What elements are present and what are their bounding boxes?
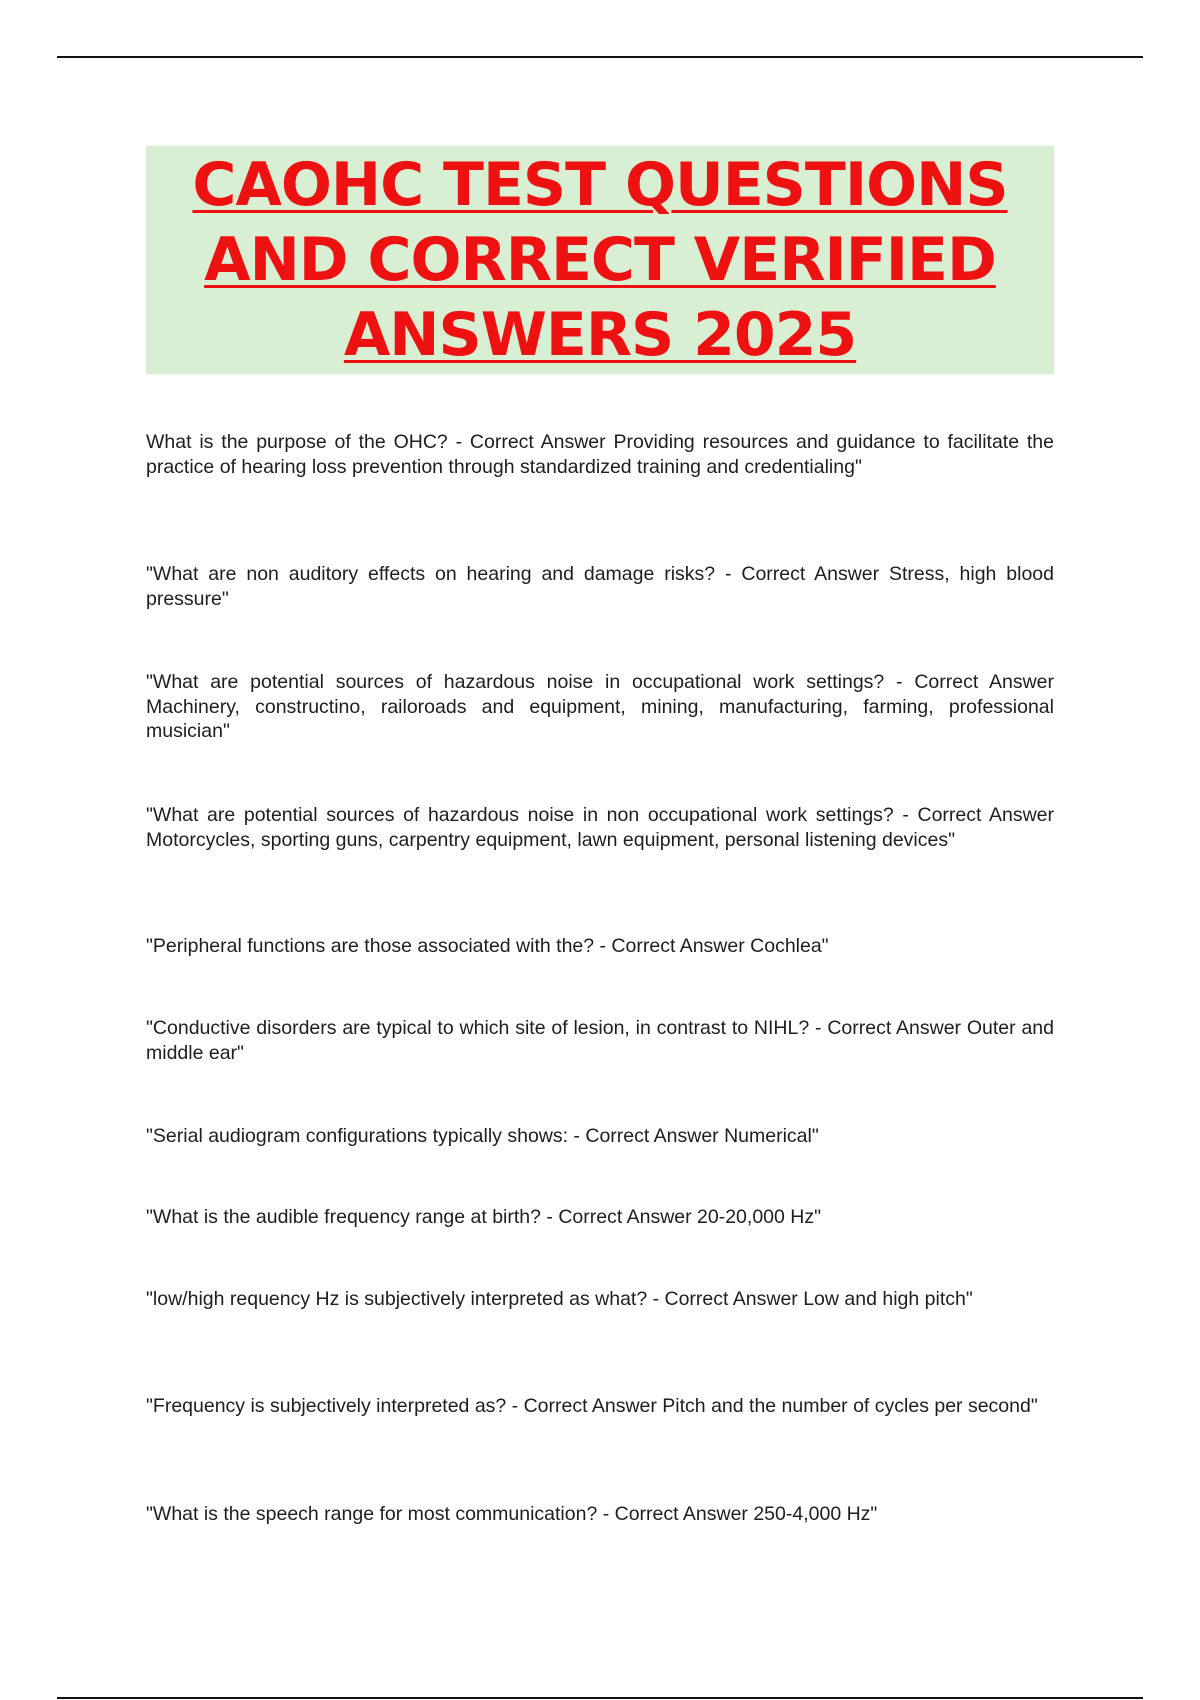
bottom-rule [57, 1697, 1143, 1699]
top-rule [57, 56, 1143, 58]
qa-item: "What are non auditory effects on hearing and damage risks? - Correct Answer Stress, high blood pressure" [146, 563, 1054, 610]
qa-item: "What are potential sources of hazardous noise in non occupational work settings? - Correct Answer Motorcycles, sporting guns, carpentry equipment, lawn equipment, personal listening devices" [146, 804, 1054, 851]
qa-item: "Peripheral functions are those associated with the? - Correct Answer Cochlea" [146, 935, 829, 957]
qa-item: "What are potential sources of hazardous noise in occupational work settings? - Correct Answer Machinery, constructino, railoroads and equipment, mining, manufacturing, farming, professional musician" [146, 671, 1054, 742]
qa-item: "What is the audible frequency range at birth? - Correct Answer 20-20,000 Hz" [146, 1206, 822, 1228]
qa-item: "What is the speech range for most communication? - Correct Answer 250-4,000 Hz" [146, 1503, 878, 1525]
qa-item: "Serial audiogram configurations typically shows: - Correct Answer Numerical" [146, 1125, 819, 1147]
title-line-1: CAOHC TEST QUESTIONS [192, 150, 1008, 220]
qa-item: What is the purpose of the OHC? - Correct Answer Providing resources and guidance to facilitate the practice of hearing loss prevention through standardized training and credentialing" [146, 431, 1054, 478]
qa-item: "Frequency is subjectively interpreted as? - Correct Answer Pitch and the number of cycles per second" [146, 1395, 1038, 1417]
title-line-2: AND CORRECT VERIFIED [204, 225, 996, 295]
qa-item: "low/high requency Hz is subjectively interpreted as what? - Correct Answer Low and high pitch" [146, 1288, 973, 1310]
title-line-3: ANSWERS 2025 [343, 300, 857, 370]
qa-item: "Conductive disorders are typical to which site of lesion, in contrast to NIHL? - Correct Answer Outer and middle ear" [146, 1017, 1054, 1064]
title-banner [146, 146, 1054, 374]
